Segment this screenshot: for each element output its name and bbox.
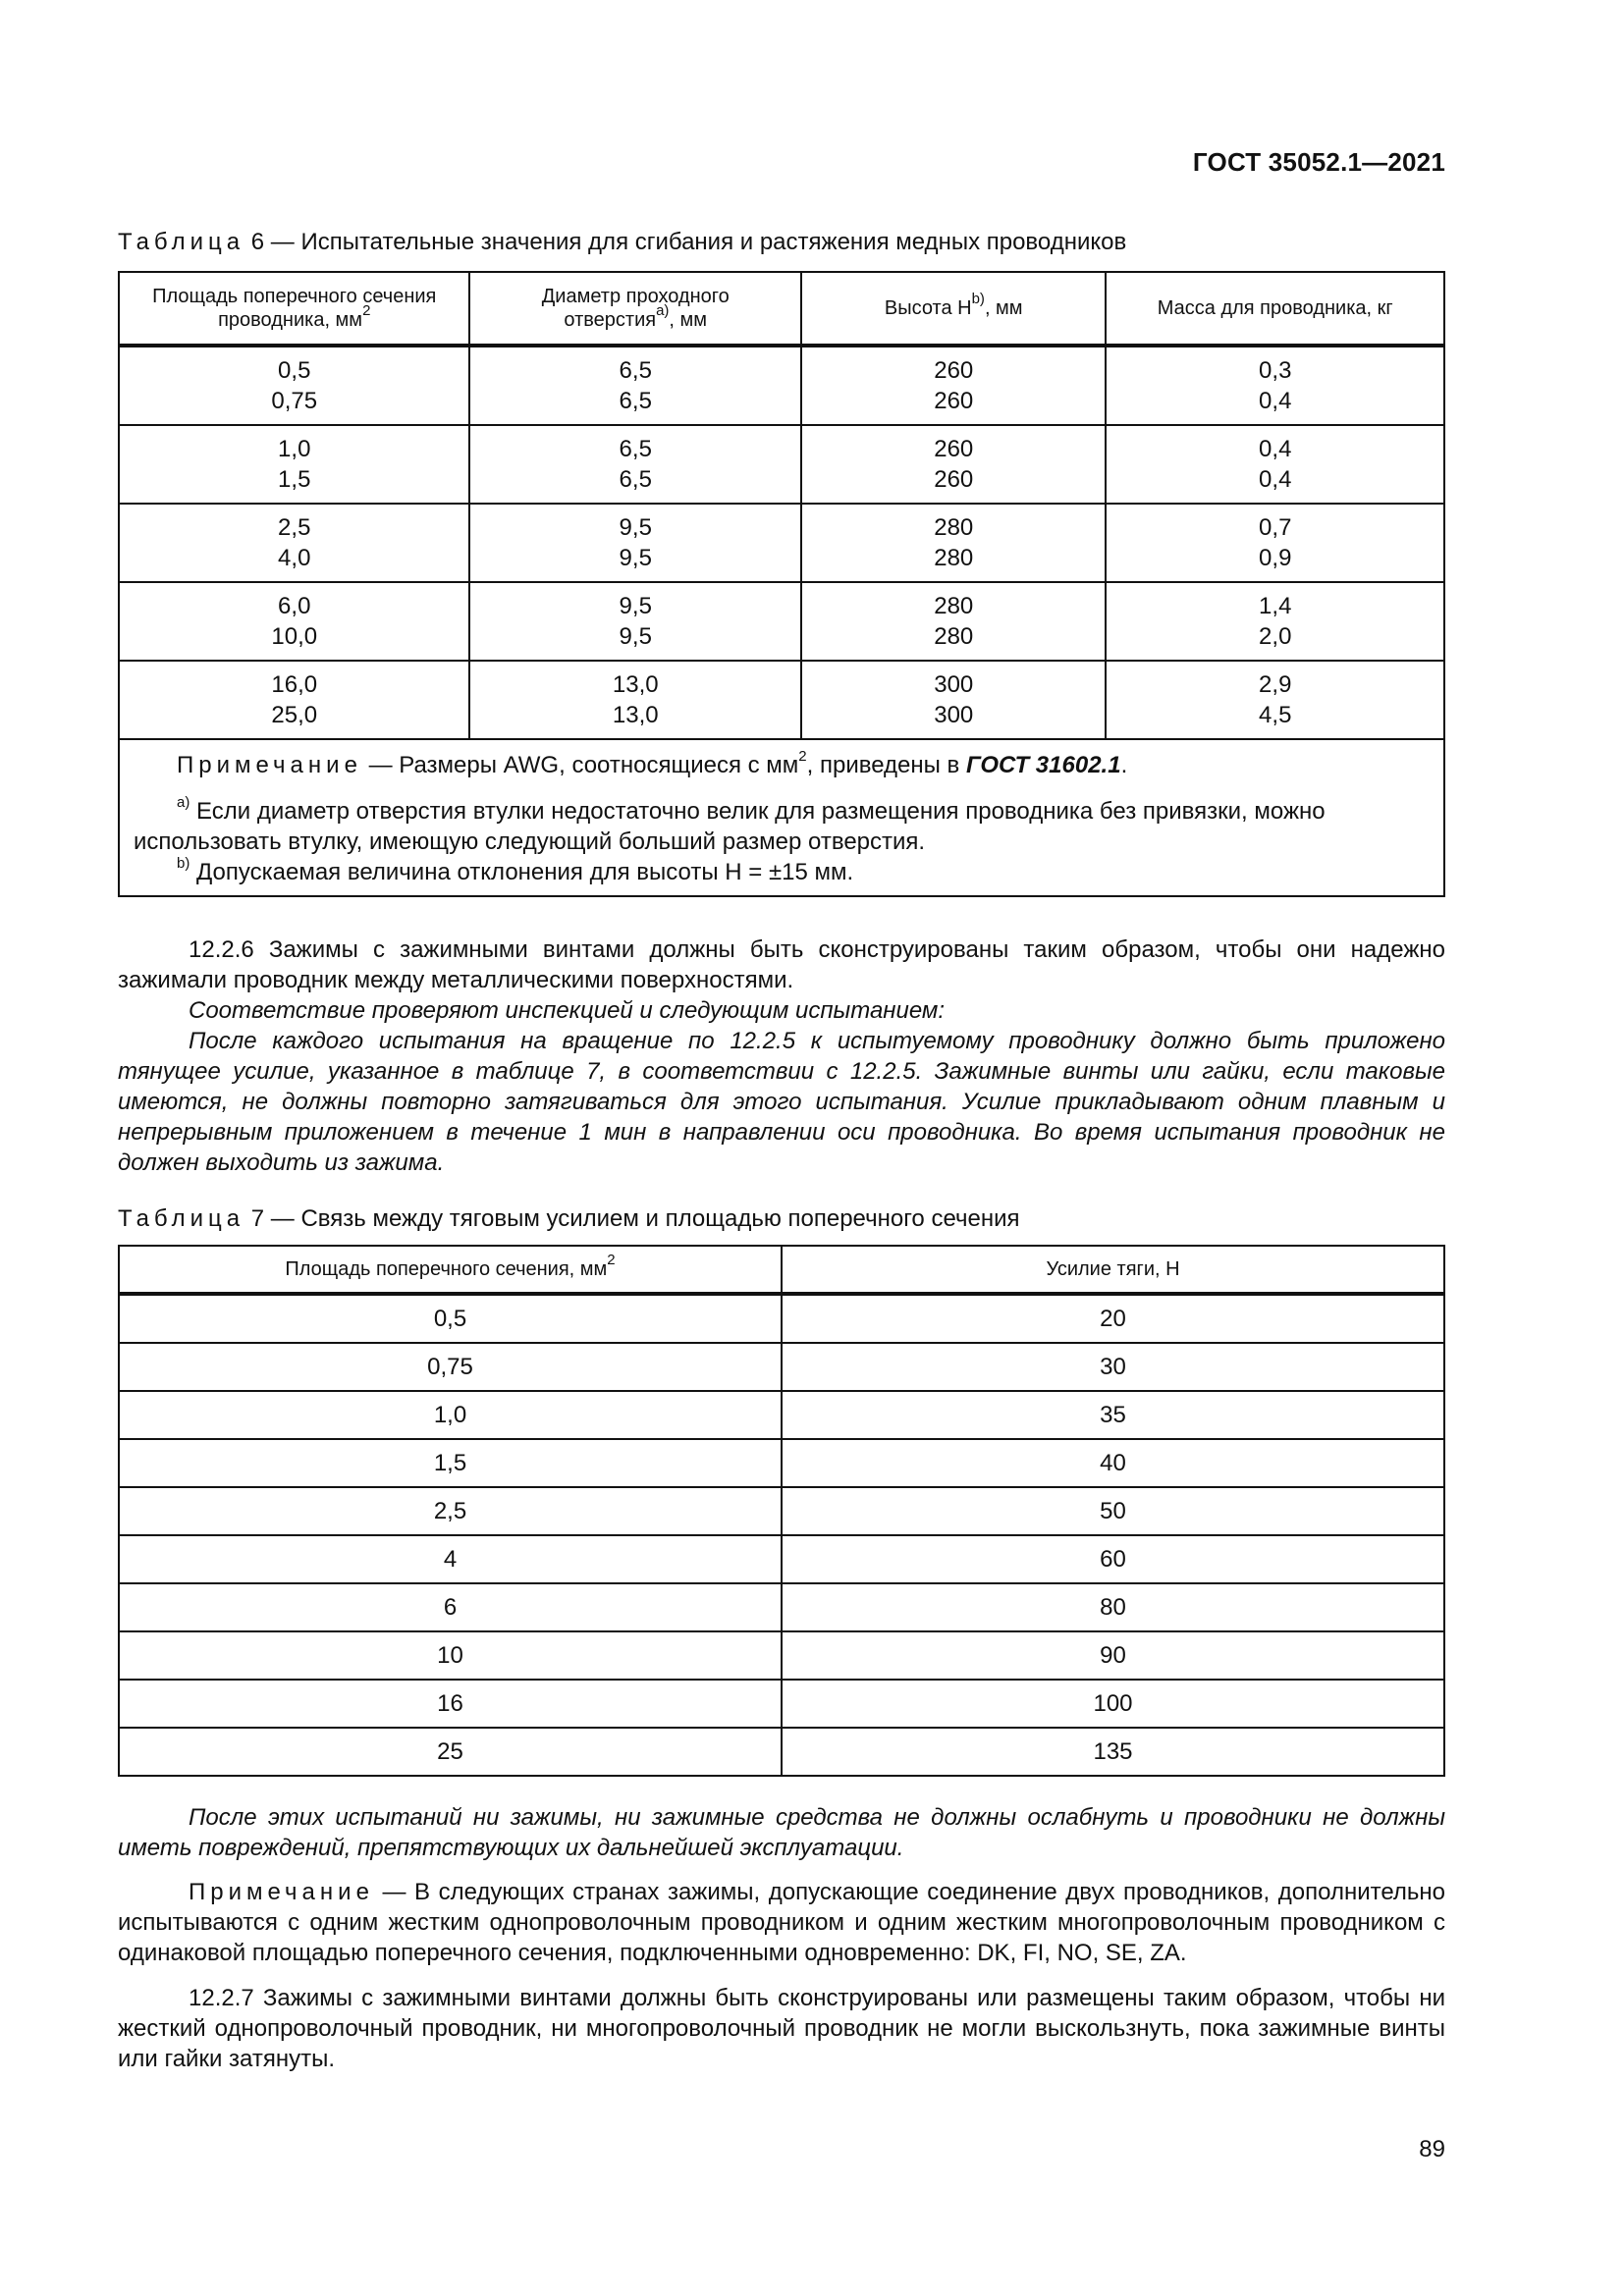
table6-cell-height	[801, 346, 1106, 425]
table6-cell-mass	[1106, 425, 1444, 504]
table6-cell-diam	[469, 504, 801, 582]
table6-header-height: Высота $Н^{b)}$, мм	[801, 272, 1106, 346]
table6-caption: Таблица 6 — Испытательные значения для сгибания и растяжения медных проводников	[118, 229, 1127, 255]
table6-value: 9,5	[619, 545, 652, 571]
table6-value: 300	[934, 671, 974, 698]
table6-value: 16,0	[271, 671, 318, 698]
table6-cell-height	[801, 582, 1106, 661]
table6-value: 280	[934, 623, 974, 650]
table6-value: 0,4	[1259, 436, 1292, 462]
table7-row	[119, 1680, 1444, 1728]
table6-value: 260	[934, 436, 974, 462]
table7-cell-area: 10	[119, 1631, 782, 1680]
page-number: 89	[1419, 2136, 1445, 2163]
paragraph-compliance: Соответствие проверяют инспекцией и следующим испытанием:	[189, 997, 946, 1024]
table6-cell-diam	[469, 661, 801, 739]
table6-row	[119, 425, 1444, 504]
table7-cell-area: 0,75	[119, 1343, 782, 1391]
table7-cell-area: 4	[119, 1535, 782, 1583]
table6-value: 25,0	[271, 702, 318, 728]
table7-row	[119, 1535, 1444, 1583]
table6-value: 4,0	[278, 545, 311, 571]
table6-value: 280	[934, 514, 974, 541]
table7-cell-force: 30	[782, 1343, 1444, 1391]
paragraph-12-2-7: 12.2.7 Зажимы с зажимными винтами должны быть сконструированы или размещены таким образом, чтобы ни жесткий однопроволочный проводник, ни многопроволочный проводник не могли выскользнуть, пока зажимные винты или гайки затянуты.	[118, 1985, 1445, 2072]
table6-cell-mass	[1106, 661, 1444, 739]
table6-value: 260	[934, 357, 974, 384]
table6-value: 280	[934, 545, 974, 571]
table6-cell-height	[801, 504, 1106, 582]
table6-cell-diam	[469, 582, 801, 661]
paragraph-12-2-6: 12.2.6 Зажимы с зажимными винтами должны быть сконструированы таким образом, чтобы они надежно зажимали проводник между металлическими поверхностями.	[118, 936, 1445, 993]
table7-row	[119, 1391, 1444, 1439]
table6-footnote-a: $^{а)}$ Если диаметр отверстия втулки недостаточно велик для размещения проводника без привязки, можно использовать втулку, имеющую следующий больший размер отверстия.	[134, 794, 1326, 855]
table6-value: 13,0	[612, 671, 659, 698]
table6-value: 4,5	[1259, 702, 1292, 728]
table6-row	[119, 582, 1444, 661]
table6-cell-area	[119, 504, 469, 582]
table6-cell-area	[119, 346, 469, 425]
table6-cell-mass	[1106, 504, 1444, 582]
table6-value: 6,5	[619, 388, 652, 414]
table6-notes-row	[119, 739, 1444, 896]
table6-header-area: Площадь поперечного сечения проводника, $мм^2$	[119, 272, 469, 346]
table7-cell-force: 90	[782, 1631, 1444, 1680]
table6-cell-height	[801, 425, 1106, 504]
table6-value: 0,4	[1259, 466, 1292, 493]
table6-value: 10,0	[271, 623, 318, 650]
table6-cell-diam	[469, 425, 801, 504]
table7-cell-area: 2,5	[119, 1487, 782, 1535]
table6-cell-diam	[469, 346, 801, 425]
table6-value: 9,5	[619, 514, 652, 541]
table7-row	[119, 1487, 1444, 1535]
table7-row	[119, 1343, 1444, 1391]
table6-value: 2,5	[278, 514, 311, 541]
table6-cell-area	[119, 661, 469, 739]
table6-value: 1,4	[1259, 593, 1292, 619]
table6-value: 9,5	[619, 593, 652, 619]
table7-cell-force: 50	[782, 1487, 1444, 1535]
document-code: ГОСТ 35052.1—2021	[1192, 147, 1445, 177]
table6-cell-height	[801, 661, 1106, 739]
table6-value: 0,7	[1259, 514, 1292, 541]
table6-header-diameter: Диаметр проходного отверстия$^{а)}$, мм	[469, 272, 801, 346]
paragraph-test: После каждого испытания на вращение по 12.2.5 к испытуемому проводнику должно быть приложено тянущее усилие, указанное в таблице 7, в соответствии с 12.2.5. Зажимные винты или гайки, если таковые имеются, не должны повторно затягиваться для этого испытания. Усилие прикладывают одним плавным и непрерывным приложением в течение 1 мин в направлении оси проводника. Во время испытания проводник не должен выходить из зажима.	[118, 1028, 1445, 1176]
table6-row	[119, 346, 1444, 425]
table6-value: 260	[934, 466, 974, 493]
table6-value: 2,9	[1259, 671, 1292, 698]
table7-header-force: Усилие тяги, Н	[782, 1246, 1444, 1294]
table7-cell-area: 6	[119, 1583, 782, 1631]
table7	[118, 1245, 1445, 1777]
table7-cell-area: 1,0	[119, 1391, 782, 1439]
table6-value: 280	[934, 593, 974, 619]
table7-cell-area: 25	[119, 1728, 782, 1776]
gost-reference: ГОСТ 31602.1	[965, 752, 1121, 778]
table7-cell-area: 16	[119, 1680, 782, 1728]
table7-row	[119, 1631, 1444, 1680]
table6-value: 0,9	[1259, 545, 1292, 571]
table7-row	[119, 1294, 1444, 1343]
table7-cell-force: 100	[782, 1680, 1444, 1728]
table6-row	[119, 504, 1444, 582]
table6-value: 1,0	[278, 436, 311, 462]
table6-value: 6,5	[619, 436, 652, 462]
table7-cell-area: 0,5	[119, 1294, 782, 1343]
table6-value: 9,5	[619, 623, 652, 650]
table6-value: 0,75	[271, 388, 318, 414]
table7-cell-force: 60	[782, 1535, 1444, 1583]
table6-value: 13,0	[612, 702, 659, 728]
table7-header-row	[119, 1246, 1444, 1294]
table6-value: 6,0	[278, 593, 311, 619]
table7-caption: Таблица 7 — Связь между тяговым усилием и площадью поперечного сечения	[118, 1205, 1020, 1232]
table6-header-row	[119, 272, 1444, 346]
table6-cell-mass	[1106, 582, 1444, 661]
table7-cell-force: 80	[782, 1583, 1444, 1631]
table6-footnote-b: $^{b)}$ Допускаемая величина отклонения для высоты Н = ±15 мм.	[177, 855, 854, 885]
table7-row	[119, 1728, 1444, 1776]
table7-cell-force: 40	[782, 1439, 1444, 1487]
table6-value: 2,0	[1259, 623, 1292, 650]
note-countries: Примечание — В следующих странах зажимы, допускающие соединение двух проводников, дополнительно испытываются с одним жестким однопроволочным проводником и одним жестким многопроволочным проводником с одинаковой площадью поперечного сечения, подключенными одновременно: DK, FI, NO, SE, ZA.	[118, 1879, 1445, 1966]
table6-value: 0,5	[278, 357, 311, 384]
table6-header-mass: Масса для проводника, кг	[1106, 272, 1444, 346]
table6-value: 260	[934, 388, 974, 414]
table7-cell-force: 135	[782, 1728, 1444, 1776]
table6-value: 6,5	[619, 466, 652, 493]
table6-notes	[119, 739, 1444, 896]
table7-row	[119, 1439, 1444, 1487]
table7-row	[119, 1583, 1444, 1631]
table7-header-area: Площадь поперечного сечения, $мм^2$	[119, 1246, 782, 1294]
table6-value: 6,5	[619, 357, 652, 384]
table6-value: 0,3	[1259, 357, 1292, 384]
table6-cell-mass	[1106, 346, 1444, 425]
table6-row	[119, 661, 1444, 739]
table7-cell-area: 1,5	[119, 1439, 782, 1487]
table6-note: Примечание — Размеры AWG, соотносящиеся с $мм^2$, приведены в ГОСТ 31602.1.	[177, 748, 1128, 778]
paragraph-after-tests: После этих испытаний ни зажимы, ни зажимные средства не должны ослабнуть и проводники не должны иметь повреждений, препятствующих их дальнейшей эксплуатации.	[118, 1804, 1445, 1861]
table6	[118, 271, 1445, 897]
table6-value: 1,5	[278, 466, 311, 493]
table7-cell-force: 35	[782, 1391, 1444, 1439]
table6-cell-area	[119, 425, 469, 504]
table7-cell-force: 20	[782, 1294, 1444, 1343]
table6-value: 300	[934, 702, 974, 728]
table6-cell-area	[119, 582, 469, 661]
table6-value: 0,4	[1259, 388, 1292, 414]
